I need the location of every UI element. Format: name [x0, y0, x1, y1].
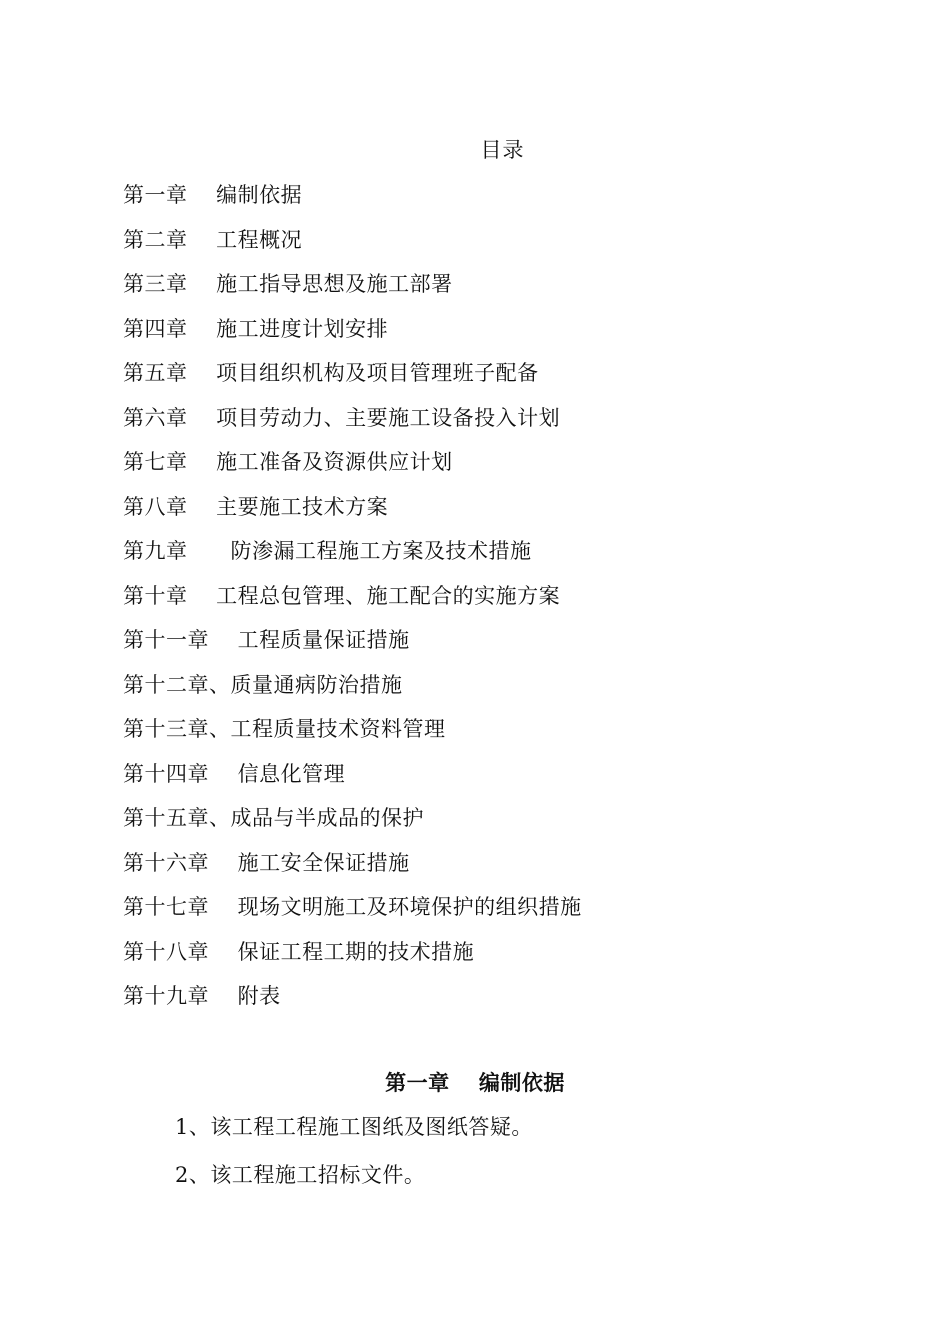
toc-item: 第十八章 保证工程工期的技术措施 — [123, 939, 475, 964]
chapter-heading: 第一章 编制依据 — [385, 1070, 565, 1095]
toc-item: 第四章 施工进度计划安排 — [123, 316, 389, 341]
toc-item: 第十二章、质量通病防治措施 — [123, 672, 403, 697]
body-paragraph: 2、该工程施工招标文件。 — [175, 1163, 426, 1187]
toc-item: 第七章 施工准备及资源供应计划 — [123, 450, 453, 474]
toc-item: 第五章 项目组织机构及项目管理班子配备 — [123, 361, 539, 385]
toc-title: 目录 — [480, 138, 525, 162]
toc-item: 第十三章、工程质量技术资料管理 — [123, 717, 446, 741]
toc-item: 第十章 工程总包管理、施工配合的实施方案 — [123, 583, 561, 608]
body-paragraph: 1、该工程工程施工图纸及图纸答疑。 — [175, 1115, 533, 1139]
toc-item: 第十五章、成品与半成品的保护 — [123, 806, 424, 830]
toc-item: 第三章 施工指导思想及施工部署 — [123, 272, 453, 296]
toc-item: 第十一章 工程质量保证措施 — [123, 628, 410, 652]
toc-item: 第十七章 现场文明施工及环境保护的组织措施 — [123, 895, 582, 919]
toc-list — [123, 180, 582, 1026]
toc-item: 第二章 工程概况 — [123, 227, 303, 252]
toc-item: 第十六章 施工安全保证措施 — [123, 850, 410, 875]
toc-item: 第十四章 信息化管理 — [123, 761, 346, 786]
toc-item: 第八章 主要施工技术方案 — [123, 494, 389, 519]
toc-item: 第六章 项目劳动力、主要施工设备投入计划 — [123, 405, 561, 430]
toc-item: 第十九章 附表 — [123, 984, 281, 1008]
toc-item: 第九章 防渗漏工程施工方案及技术措施 — [123, 539, 532, 563]
toc-item: 第一章 编制依据 — [123, 183, 303, 207]
